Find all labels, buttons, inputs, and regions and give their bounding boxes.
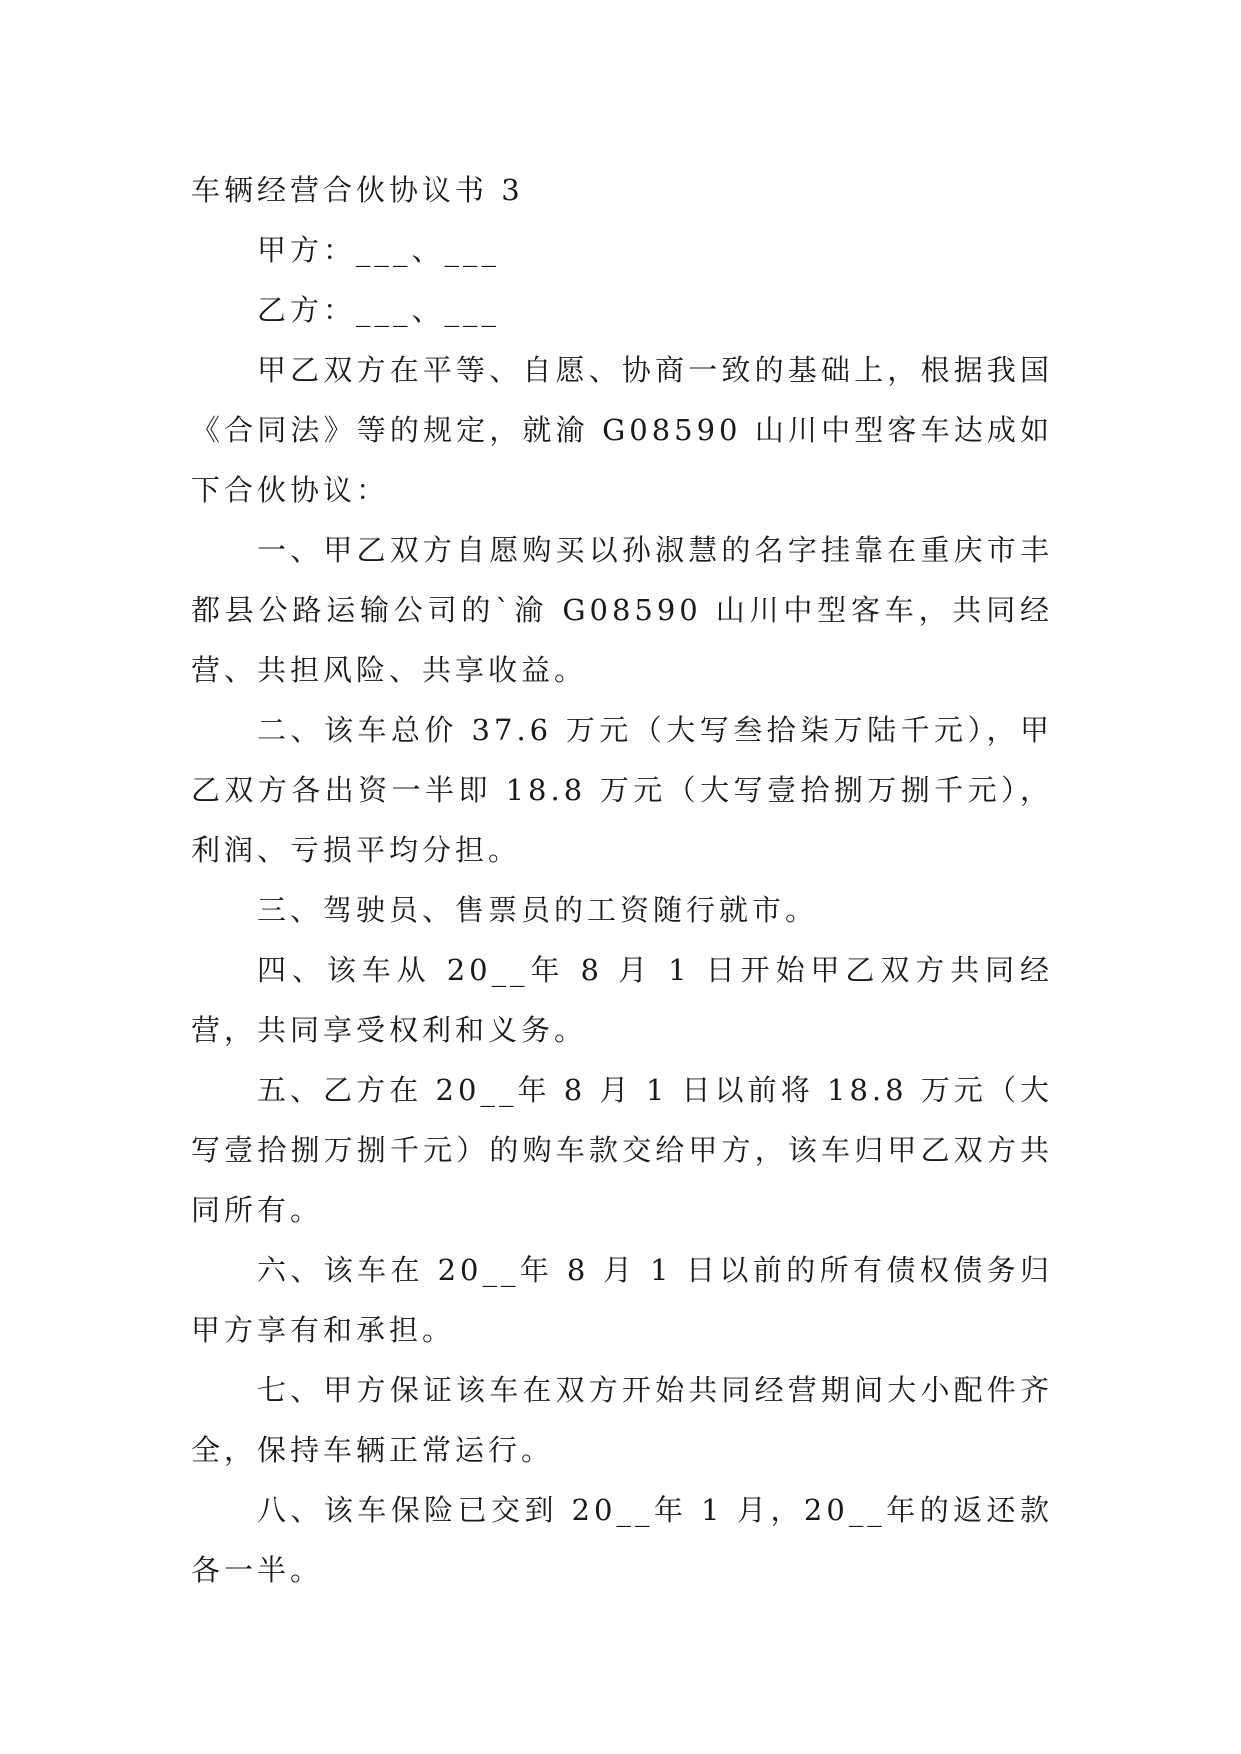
clause-6: 六、该车在 20__年 8 月 1 日以前的所有债权债务归甲方享有和承担。: [191, 1253, 1053, 1347]
clause-8: 八、该车保险已交到 20__年 1 月，20__年的返还款各一半。: [191, 1493, 1053, 1587]
clause-7: 七、甲方保证该车在双方开始共同经营期间大小配件齐全，保持车辆正常运行。: [191, 1373, 1053, 1467]
clause-2: 二、该车总价 37.6 万元（大写叁拾柒万陆千元），甲乙双方各出资一半即 18.8 万元（大写壹拾捌万捌千元），利润、亏损平均分担。: [191, 713, 1053, 867]
document-page: [191, 160, 1053, 1600]
clause-5: 五、乙方在 20__年 8 月 1 日以前将 18.8 万元（大写壹拾捌万捌千元）的购车款交给甲方，该车归甲乙双方共同所有。: [191, 1073, 1053, 1227]
clause-1: 一、甲乙双方自愿购买以孙淑慧的名字挂靠在重庆市丰都县公路运输公司的`渝 G08590 山川中型客车，共同经营、共担风险、共享收益。: [191, 533, 1053, 687]
clause-4: 四、该车从 20__年 8 月 1 日开始甲乙双方共同经营，共同享受权利和义务。: [191, 953, 1053, 1047]
clause-3: 三、驾驶员、售票员的工资随行就市。: [257, 893, 819, 927]
party-b-line: 乙方：___、___: [257, 293, 501, 327]
preamble-paragraph: 甲乙双方在平等、自愿、协商一致的基础上，根据我国《合同法》等的规定，就渝 G08590 山川中型客车达成如下合伙协议：: [191, 353, 1053, 507]
document-title: 车辆经营合伙协议书 3: [191, 173, 524, 207]
party-a-line: 甲方：___、___: [257, 233, 501, 267]
